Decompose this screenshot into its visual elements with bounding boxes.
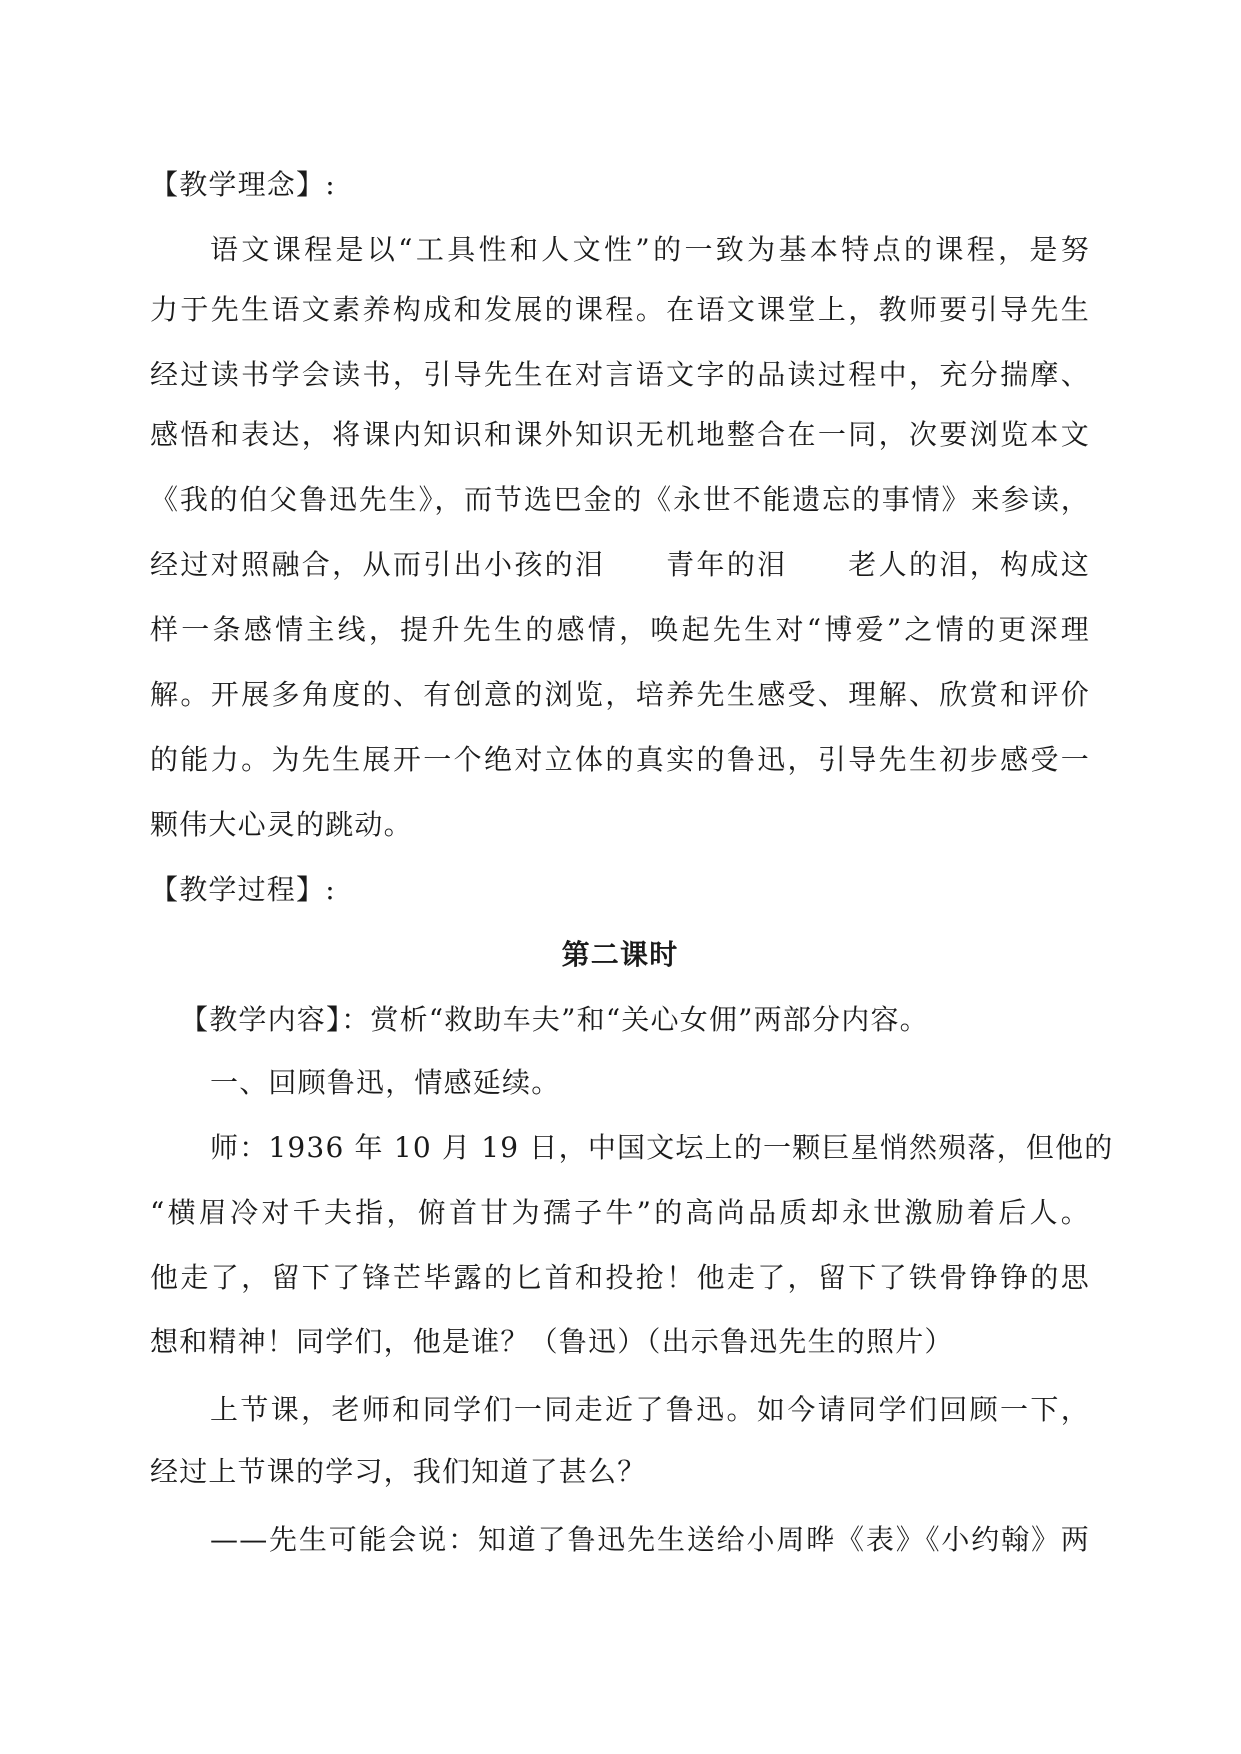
paragraph-line: 的能力。为先生展开一个绝对立体的真实的鲁迅，引导先生初步感受一	[150, 743, 1090, 776]
paragraph-line: 感悟和表达，将课内知识和课外知识无机地整合在一同，次要浏览本文	[150, 418, 1090, 451]
paragraph-line: 师：1936 年 10 月 19 日，中国文坛上的一颗巨星悄然殒落，但他的	[210, 1131, 1114, 1164]
paragraph-line: 经过上节课的学习，我们知道了甚么？	[150, 1455, 647, 1488]
paragraph-line: 解。开展多角度的、有创意的浏览，培养先生感受、理解、欣赏和评价	[150, 678, 1090, 711]
paragraph-line: “横眉冷对千夫指，俯首甘为孺子牛”的高尚品质却永世激励着后人。	[150, 1196, 1090, 1229]
section-heading-teaching-philosophy: 【教学理念】:	[150, 168, 336, 201]
subsection-heading: 一、回顾鲁迅，情感延续。	[210, 1066, 561, 1099]
paragraph-line: 颗伟大心灵的跳动。	[150, 808, 413, 841]
paragraph-line: 经过对照融合，从而引出小孩的泪 青年的泪 老人的泪，构成这	[150, 548, 1090, 581]
paragraph-line: 他走了，留下了锋芒毕露的匕首和投抢！他走了，留下了铁骨铮铮的思	[150, 1261, 1090, 1294]
paragraph-line: 力于先生语文素养构成和发展的课程。在语文课堂上，教师要引导先生	[150, 293, 1090, 326]
paragraph-line: 上节课，老师和同学们一同走近了鲁迅。如今请同学们回顾一下，	[210, 1393, 1090, 1426]
paragraph-line: 《我的伯父鲁迅先生》，而节选巴金的《永世不能遗忘的事情》来参读，	[150, 483, 1090, 516]
paragraph-line: 样一条感情主线，提升先生的感情，唤起先生对“博爱”之情的更深理	[150, 613, 1090, 646]
section-heading-teaching-process: 【教学过程】:	[150, 873, 336, 906]
paragraph-line: ——先生可能会说：知道了鲁迅先生送给小周晔《表》《小约翰》两	[210, 1523, 1090, 1556]
lesson-title: 第二课时	[561, 938, 679, 971]
paragraph-line: 语文课程是以“工具性和人文性”的一致为基本特点的课程，是努	[210, 233, 1090, 266]
paragraph-line: 经过读书学会读书，引导先生在对言语文字的品读过程中，充分揣摩、	[150, 358, 1090, 391]
teaching-content-line: 【教学内容】：赏析“救助车夫”和“关心女佣”两部分内容。	[180, 1003, 929, 1036]
paragraph-line: 想和精神！同学们，他是谁？（鲁迅）（出示鲁迅先生的照片）	[150, 1325, 954, 1358]
